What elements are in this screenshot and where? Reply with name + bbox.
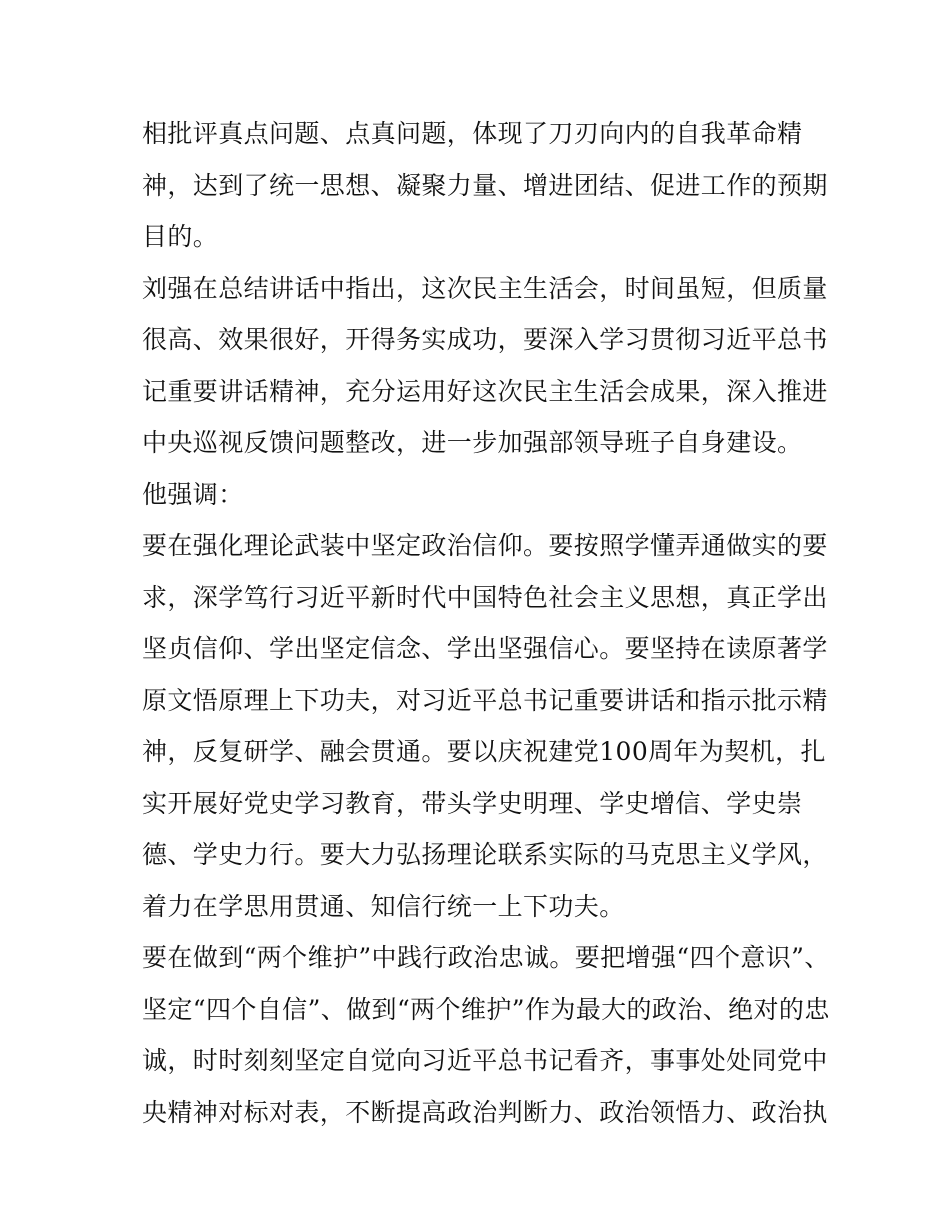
text-line: 中央巡视反馈问题整改，进一步加强部领导班子自身建设。 [142, 428, 803, 457]
text-line: 坚定“四个自信”、做到“两个维护”作为最大的政治、绝对的忠 [142, 994, 830, 1024]
text-line: 要在做到“两个维护”中践行政治忠诚。要把增强“四个意识”、 [142, 943, 830, 972]
text-line: 相批评真点问题、点真问题，体现了刀刃向内的自我革命精 [142, 119, 803, 148]
text-line: 诚，时时刻刻坚定自觉向习近平总书记看齐，事事处处同党中 [142, 1046, 828, 1075]
body-text [142, 108, 830, 1138]
text-line: 记重要讲话精神，充分运用好这次民主生活会成果，深入推进 [142, 376, 828, 406]
text-line: 要在强化理论武装中坚定政治信仰。要按照学懂弄通做实的要 [142, 531, 828, 560]
text-line: 坚贞信仰、学出坚定信念、学出坚强信心。要坚持在读原著学 [142, 634, 828, 663]
text-line: 很高、效果很好，开得务实成功，要深入学习贯彻习近平总书 [142, 325, 828, 354]
text-line: 求，深学笃行习近平新时代中国特色社会主义思想，真正学出 [142, 582, 828, 612]
text-line: 着力在学思用贯通、知信行统一上下功夫。 [142, 891, 625, 921]
text-line: 神，达到了统一思想、凝聚力量、增进团结、促进工作的预期 [142, 170, 828, 200]
text-line: 原文悟原理上下功夫，对习近平总书记重要讲话和指示批示精 [142, 685, 828, 715]
text-line: 目的。 [142, 222, 219, 251]
text-line: 央精神对标对表，不断提高政治判断力、政治领悟力、政治执 [142, 1097, 828, 1127]
text-line: 德、学史力行。要大力弘扬理论联系实际的马克思主义学风， [142, 840, 828, 869]
text-line: 神，反复研学、融会贯通。要以庆祝建党100周年为契机，扎 [142, 737, 826, 766]
text-line: 他强调： [142, 479, 244, 509]
text-line: 刘强在总结讲话中指出，这次民主生活会，时间虽短，但质量 [142, 273, 828, 303]
text-line: 实开展好党史学习教育，带头学史明理、学史增信、学史崇 [142, 788, 803, 818]
